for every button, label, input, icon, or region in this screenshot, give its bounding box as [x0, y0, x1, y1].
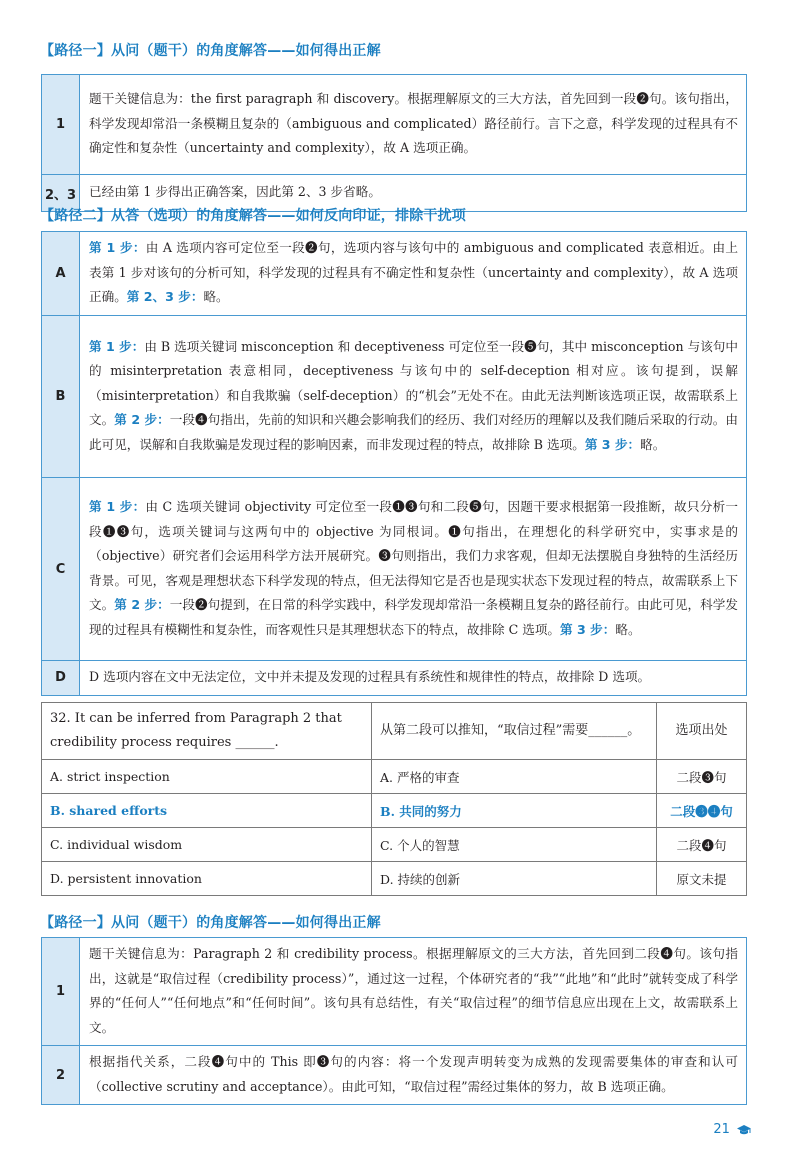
- table-row: [42, 828, 747, 862]
- option-label: B: [42, 316, 80, 478]
- step-number: 2: [42, 1046, 80, 1105]
- table-row: [42, 232, 747, 316]
- option-zh: B. 共同的努力: [372, 794, 657, 828]
- page-number: 21: [713, 1122, 730, 1137]
- option-analysis: [80, 316, 747, 478]
- step-number: 1: [42, 75, 80, 175]
- option-source: 二段❹句: [657, 828, 747, 862]
- step1-label: 第 1 步：: [89, 240, 146, 256]
- step1-text: 由 B 选项关键词 misconception 和 deceptiveness 可定位至一段❺句，其中 misconception 与该句中的 misinterpretation 表意相同，deceptiveness 与该句中的 self-deception 相对应。该句提到，误解（misinterpretation）和自我欺骗（self-deception）的“机会”无处不在。由此无法判断该选项正误，故需联系上文。: [89, 338, 738, 428]
- option-en: A. strict inspection: [42, 760, 372, 794]
- option-en: B. shared efforts: [42, 794, 372, 828]
- section1-heading: 【路径一】从问（题干）的角度解答——如何得出正解: [40, 43, 381, 59]
- table-row: [42, 316, 747, 478]
- table-row: [42, 661, 747, 696]
- step-text: 根据指代关系，二段❹句中的 This 即❸句的内容：将一个发现声明转变为成熟的发现需要集体的审查和认可（collective scrutiny and acceptance）。由此可知，“取信过程”需经过集体的努力，故 B 选项正确。: [80, 1046, 747, 1105]
- step2-text: 一段❹句指出，先前的知识和兴趣会影响我们的经历、我们对经历的理解以及我们随后采取的行动。由此可见，误解和自我欺骗是发现过程的影响因素，而非发现过程的特点，故排除 B 选项。: [89, 412, 739, 452]
- step2-label: 第 2 步：: [114, 412, 170, 428]
- option-label: D: [42, 661, 80, 696]
- table-row-correct: [42, 794, 747, 828]
- section2-table: [41, 231, 747, 696]
- question-stem-en: 32. It can be inferred from Paragraph 2 that credibility process requires ______.: [42, 703, 372, 760]
- step-text: 题干关键信息为：Paragraph 2 和 credibility process。根据理解原文的三大方法，首先回到二段❹句。该句指出，这就是“取信过程（credibility process）”，通过这一过程，个体研究者的“我”“此地”和“此时”就转变成了科学界的“任何人”“任何地点”和“任何时间”。该句具有总结性，有关“取信过程”的细节信息应出现在上文，故需联系上文。: [80, 938, 747, 1046]
- section3-table: [41, 937, 747, 1105]
- option-label: A: [42, 232, 80, 316]
- step3-text: 略。: [640, 436, 666, 452]
- step2-text: 一段❷句提到，在日常的科学实践中，科学发现却常沿一条模糊且复杂的路径前行。由此可见，科学发现的过程具有模糊性和复杂性，而客观性只是其理想状态下的特点，故排除 C 选项。: [89, 597, 739, 637]
- step1-label: 第 1 步：: [89, 499, 146, 514]
- option-zh: A. 严格的审查: [372, 760, 657, 794]
- step-text: 已经由第 1 步得出正确答案，因此第 2、3 步省略。: [80, 175, 747, 212]
- table-row: [42, 75, 747, 175]
- question-table: [41, 702, 747, 896]
- step2-text: 略。: [203, 289, 229, 305]
- table-row: [42, 862, 747, 896]
- option-analysis: [80, 232, 747, 316]
- page-number-block: [713, 1122, 752, 1137]
- section3-heading: 【路径一】从问（题干）的角度解答——如何得出正解: [40, 915, 381, 931]
- step1-label: 第 1 步：: [89, 338, 145, 354]
- option-zh: C. 个人的智慧: [372, 828, 657, 862]
- table-row: [42, 1046, 747, 1105]
- step-text: 题干关键信息为：the first paragraph 和 discovery。根据理解原文的三大方法，首先回到一段❷句。该句指出，科学发现却常沿一条模糊且复杂的（ambiguous and complicated）路径前行。言下之意，科学发现的过程具有不确定性和复杂性（uncertainty and complexity），故 A 选项正确。: [80, 75, 747, 175]
- step2-label: 第 2 步：: [114, 597, 170, 612]
- option-zh: D. 持续的创新: [372, 862, 657, 896]
- step1-text: 由 C 选项关键词 objectivity 可定位至一段❶❸句和二段❺句，因题干要求根据第一段推断，故只分析一段❶❸句，选项关键词与这两句中的 objective 为同根词。❶句指出，在理想化的科学研究中，实事求是的（objective）研究者们会运用科学方法开展研究。❸句则指出，我们力求客观，但却无法摆脱自身独特的生活经历背景。可见，客观是理想状态下科学发现的特点，但无法得知它是否也是现实状态下发现过程的特点，故需联系上下文。: [89, 499, 738, 612]
- step-number: 2、3: [42, 175, 80, 212]
- table-row: [42, 478, 747, 661]
- source-header: 选项出处: [657, 703, 747, 760]
- graduation-cap-icon: [736, 1124, 752, 1136]
- step1-text: 由 A 选项内容可定位至一段❷句，选项内容与该句中的 ambiguous and complicated 表意相近。由上表第 1 步对该句的分析可知，科学发现的过程具有不确定性和复杂性（uncertainty and complexity），故 A 选项正确。: [89, 240, 738, 305]
- option-analysis: [80, 478, 747, 661]
- section1-table: [41, 74, 747, 212]
- step3-label: 第 3 步：: [584, 436, 641, 452]
- option-source: 原文未提: [657, 862, 747, 896]
- step2-label: 第 2、3 步：: [126, 289, 204, 305]
- question-stem-zh: 从第二段可以推知，“取信过程”需要______。: [372, 703, 657, 760]
- option-en: D. persistent innovation: [42, 862, 372, 896]
- option-source: 二段❸句: [657, 760, 747, 794]
- step-number: 1: [42, 938, 80, 1046]
- option-label: C: [42, 478, 80, 661]
- table-row: [42, 938, 747, 1046]
- step3-text: 略。: [615, 621, 641, 637]
- question-header-row: [42, 703, 747, 760]
- table-row: [42, 760, 747, 794]
- section2-heading: 【路径二】从答（选项）的角度解答——如何反向印证，排除干扰项: [40, 208, 466, 224]
- option-analysis: D 选项内容在文中无法定位，文中并未提及发现的过程具有系统性和规律性的特点，故排除 D 选项。: [80, 661, 747, 696]
- step3-label: 第 3 步：: [560, 621, 616, 637]
- option-source: 二段❸❹句: [657, 794, 747, 828]
- option-en: C. individual wisdom: [42, 828, 372, 862]
